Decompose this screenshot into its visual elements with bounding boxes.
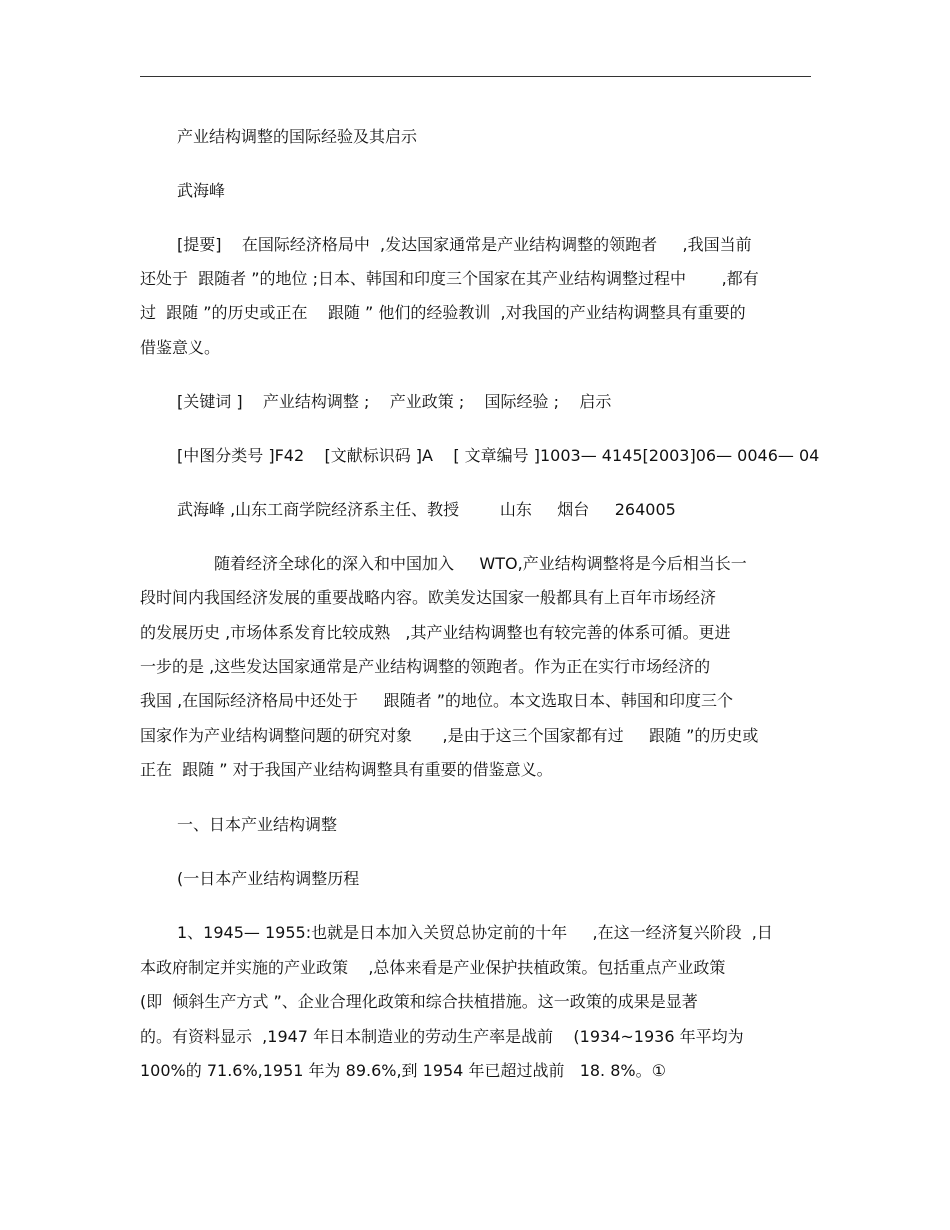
- section-heading: 一、日本产业结构调整: [177, 815, 338, 834]
- body-line: (即 倾斜生产方式 ”、企业合理化政策和综合扶植措施。这一政策的成果是显著: [140, 992, 698, 1011]
- abstract-line: 过 跟随 ”的历史或正在 跟随 ” 他们的经验教训 ,对我国的产业结构调整具有重要的: [140, 303, 746, 322]
- affiliation-line: 武海峰 ,山东工商学院经济系主任、教授 山东 烟台 264005: [177, 500, 676, 519]
- body-line: 本政府制定并实施的产业政策 ,总体来看是产业保护扶植政策。包括重点产业政策: [140, 958, 726, 977]
- intro-line: 我国 ,在国际经济格局中还处于 跟随者 ”的地位。本文选取日本、韩国和印度三个: [140, 691, 733, 710]
- intro-line: 随着经济全球化的深入和中国加入 WTO,产业结构调整将是今后相当长一: [214, 554, 747, 573]
- abstract-line: 借鉴意义。: [140, 338, 221, 357]
- intro-line: 段时间内我国经济发展的重要战略内容。欧美发达国家一般都具有上百年市场经济: [140, 588, 717, 607]
- keywords-line: [关键词 ] 产业结构调整 ; 产业政策 ; 国际经验 ; 启示: [177, 392, 612, 411]
- classification-line: [中图分类号 ]F42 [文献标识码 ]A [ 文章编号 ]1003— 4145[2003]06— 0046— 04: [177, 446, 820, 465]
- abstract-line: [提要] 在国际经济格局中 ,发达国家通常是产业结构调整的领跑者 ,我国当前: [177, 235, 752, 254]
- article-title: 产业结构调整的国际经验及其启示: [177, 127, 418, 146]
- intro-line: 一步的是 ,这些发达国家通常是产业结构调整的领跑者。作为正在实行市场经济的: [140, 657, 711, 676]
- subsection-heading: (一日本产业结构调整历程: [177, 869, 360, 888]
- intro-line: 正在 跟随 ” 对于我国产业结构调整具有重要的借鉴意义。: [140, 760, 553, 779]
- body-line: 1、1945— 1955:也就是日本加入关贸总协定前的十年 ,在这一经济复兴阶段 ,日: [177, 923, 773, 942]
- body-line: 的。有资料显示 ,1947 年日本制造业的劳动生产率是战前 (1934~1936 年平均为: [140, 1027, 744, 1046]
- intro-line: 国家作为产业结构调整问题的研究对象 ,是由于这三个国家都有过 跟随 ”的历史或: [140, 726, 759, 745]
- body-line: 100%的 71.6%,1951 年为 89.6%,到 1954 年已超过战前 18. 8%。①: [140, 1061, 666, 1080]
- abstract-line: 还处于 跟随者 ”的地位 ;日本、韩国和印度三个国家在其产业结构调整过程中 ,都有: [140, 269, 759, 288]
- author-name: 武海峰: [177, 181, 226, 200]
- intro-line: 的发展历史 ,市场体系发育比较成熟 ,其产业结构调整也有较完善的体系可循。更进: [140, 623, 731, 642]
- header-rule: [140, 76, 811, 77]
